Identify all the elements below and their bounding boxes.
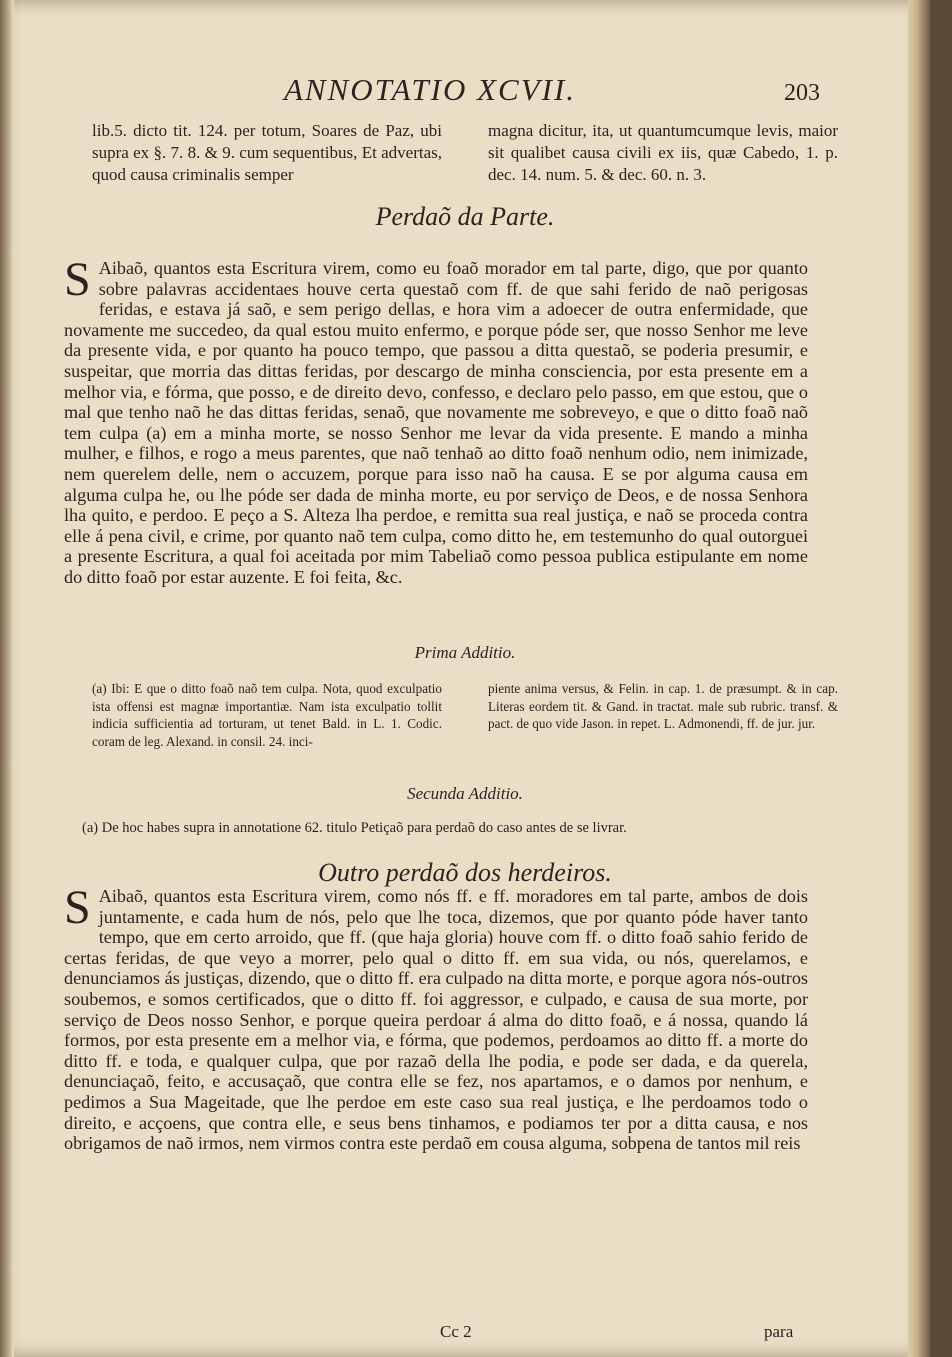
addition-title-secunda: Secunda Additio. [407,784,523,803]
note-left-column [92,680,442,750]
addition-note-secunda: (a) De hoc habes supra in annotatione 62. titulo Petiçaõ para perdaõ do caso antes de se livrar. [82,820,627,836]
section-body-perdao [64,253,808,588]
note-right-column [488,680,838,750]
note-right-text: piente anima versus, & Felin. in cap. 1. de præsumpt. & in cap. Literas eordem tit. & Gand. in tractat. male sub rubric. transf. & pact. de quo vide Jason. in repet. L. Admonendi, ff. de jur. jur. [488,681,838,731]
page-header [94,68,824,108]
section-title-herdeiros: Outro perdaõ dos herdeiros. [318,858,612,887]
top-left-text: lib.5. dicto tit. 124. per totum, Soares de Paz, ubi supra ex §. 7. 8. & 9. cum sequentibus, Et advertas, quod causa criminalis semper [92,121,442,184]
page-footer [0,1322,930,1346]
catchword: para [764,1322,794,1341]
top-left-column [92,120,442,186]
section-body-herdeiros [64,881,808,1154]
section-title-perdao: Perdaõ da Parte. [375,202,555,231]
top-right-column [488,120,838,186]
signature-mark: Cc 2 [440,1322,472,1341]
section-text: Aibaõ, quantos esta Escritura virem, como eu foaõ morador em tal parte, digo, que por quanto sobre palavras accidentaes houve certa questaõ com ff. de que sahi ferido de naõ perigosas feridas, e estava já saõ, e sem perigo dellas, e hora vim a adoecer de outra enfermidade, que novamente me succedeo, da qual estou muito enfermo, e porque póde ser, que nosso Senhor me leve da presente vida, e por quanto ha pouco tempo, que passou a ditta questaõ, se poderia presumir, e suspeitar, que morria das dittas feridas, por descargo de minha consciencia, por esta presente em a melhor via, e fórma, que posso, e de direito devo, confesso, e declaro pelo passo, em que estou, que o mal que tenho naõ he das dittas feridas, senaõ, que novamente me sobreveyo, e que o ditto foaõ naõ tem culpa (a) em a minha morte, se nosso Senhor me levar da vida presente. E mando a minha mulher, e filhos, e rogo a meus parentes, que naõ tenhaõ ao ditto foaõ nenhum odio, nem inimizade, nem querelem delle, nem o accuzem, porque para isso naõ ha causa. E se por alguma causa em alguma culpa he, ou lhe póde ser dada de minha morte, eu por serviço de Deos, e de nossa Senhora lha quito, e perdoo. E peço a S. Alteza lha perdoe, e remitta sua real justiça, e naõ se proceda contra elle á pena civil, e crime, por quanto naõ tem culpa, como ditto he, em testemunho do qual outorguei a presente Escritura, a qual foi aceitada por mim Tabeliaõ como pessoa publica estipulante em nome do ditto foaõ por estar auzente. E foi feita, &c. [64,258,808,587]
top-columns [92,120,838,186]
drop-cap: S [64,253,91,306]
drop-cap: S [64,881,91,934]
addition-title-prima: Prima Additio. [414,643,516,662]
running-head: ANNOTATIO XCVII. [284,72,577,107]
top-right-text: magna dicitur, ita, ut quantumcumque levis, maior sit qualibet causa civili ex iis, quæ Cabedo, 1. p. dec. 14. num. 5. & dec. 60. n. 3. [488,121,838,184]
addition-notes [92,680,838,750]
note-left-text: (a) Ibi: E que o ditto foaõ naõ tem culpa. Nota, quod exculpatio ista offensi est magnæ importantiæ. Nam ista exculpatio tollit indicia sufficientia ad torturam, ut tenet Bald. in L. 1. Codic. coram de leg. Alexand. in consil. 24. inci- [92,681,442,749]
page-number: 203 [784,80,820,106]
section-text: Aibaõ, quantos esta Escritura virem, como nós ff. e ff. moradores em tal parte, ambos de dois juntamente, e cada hum de nós, pelo que lhe toca, dizemos, que por quanto póde haver tanto tempo, que em certo arroido, que ff. (que haja gloria) houve com ff. o ditto foaõ sahio ferido de certas feridas, de que veyo a morrer, pelo qual o ditto ff. em sua vida, ou nós, querelamos, e denunciamos ás justiças, dizendo, que o ditto ff. era culpado na ditta morte, e porque agora nós-outros soubemos, e somos certificados, que o ditto ff. foi aggressor, e culpado, e causa de sua morte, por serviço de Deos nosso Senhor, e porque queira perdoar á alma do ditto foaõ, e á nossa, quando lá formos, por esta presente em a melhor via, e fórma, que podemos, perdoamos ao ditto ff. a morte do ditto ff. e toda, e qualquer culpa, que por razaõ della lhe podia, e pode ser dada, e da querela, denunciaçaõ, feito, e accusaçaõ, que contra elle se fez, nos apartamos, e o damos por nenhum, e pedimos a Sua Mageitade, que lhe perdoe em este caso sua real justiça, e lhe perdoamos todo o direito, e acçoens, que contra elle, e seus bens tinhamos, e podiamos ter por a ditta causa, e nos obrigamos de naõ irmos, nem virmos contra este perdaõ em cousa alguma, sobpena de tantos mil reis [64,886,808,1154]
